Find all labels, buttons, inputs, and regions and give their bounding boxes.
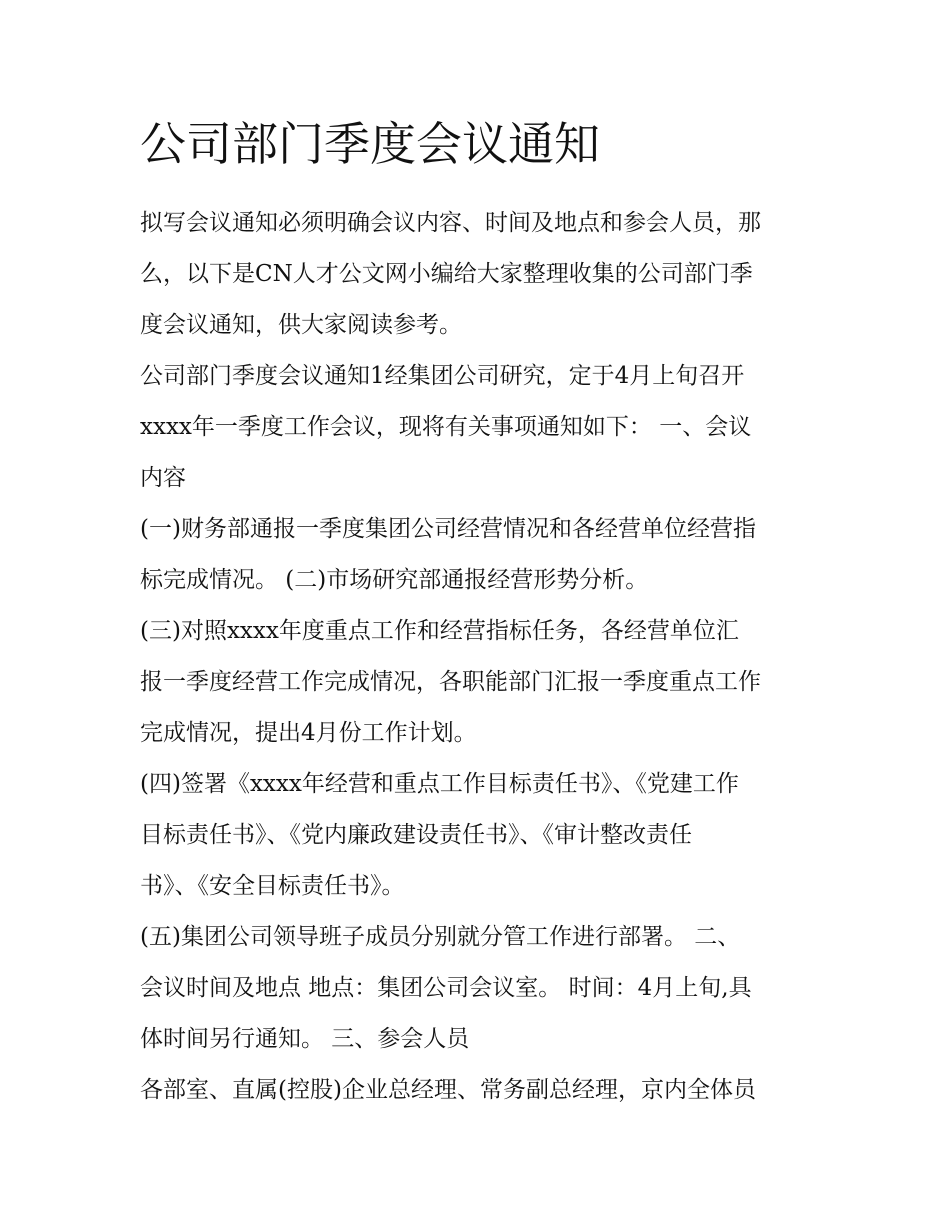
paragraph-attendees	[140, 1065, 815, 1116]
paragraph-intro	[140, 198, 815, 351]
text-line: xxxx年一季度工作会议，现将有关事项通知如下： 一、会议	[140, 414, 752, 440]
text-line: 内容	[140, 465, 186, 491]
paragraph-item-4	[140, 759, 815, 912]
document-title: 公司部门季度会议通知	[140, 117, 600, 171]
text-line: (五)集团公司领导班子成员分别就分管工作进行部署。 二、	[140, 924, 741, 950]
text-line: 报一季度经营工作完成情况，各职能部门汇报一季度重点工作	[140, 669, 761, 695]
text-line: 会议时间及地点 地点：集团公司会议室。 时间：4月上旬,具	[140, 975, 752, 1001]
text-line: (四)签署《xxxx年经营和重点工作目标责任书》、《党建工作	[140, 771, 739, 797]
text-line: 度会议通知，供大家阅读参考。	[140, 312, 462, 338]
text-line: 公司部门季度会议通知1经集团公司研究，定于4月上旬召开	[140, 363, 745, 389]
document-body	[140, 198, 815, 1116]
paragraph-item-1-2	[140, 504, 815, 606]
paragraph-item-5-time-place	[140, 912, 815, 1065]
text-line: (三)对照xxxx年度重点工作和经营指标任务，各经营单位汇	[140, 618, 739, 644]
text-line: 拟写会议通知必须明确会议内容、时间及地点和参会人员，那	[140, 210, 761, 236]
text-line: 完成情况，提出4月份工作计划。	[140, 720, 477, 746]
paragraph-item-3	[140, 606, 815, 759]
text-line: 体时间另行通知。 三、参会人员	[140, 1026, 470, 1052]
text-line: 标完成情况。 (二)市场研究部通报经营形势分析。	[140, 567, 649, 593]
text-line: 么，以下是CN人才公文网小编给大家整理收集的公司部门季	[140, 261, 753, 287]
paragraph-notice-1	[140, 351, 815, 504]
text-line: 书》、《安全目标责任书》。	[140, 873, 405, 899]
text-line: (一)财务部通报一季度集团公司经营情况和各经营单位经营指	[140, 516, 756, 542]
text-line: 各部室、直属(控股)企业总经理、常务副总经理，京内全体员	[140, 1077, 756, 1103]
text-line: 目标责任书》、《党内廉政建设责任书》、《审计整改责任	[140, 822, 692, 848]
